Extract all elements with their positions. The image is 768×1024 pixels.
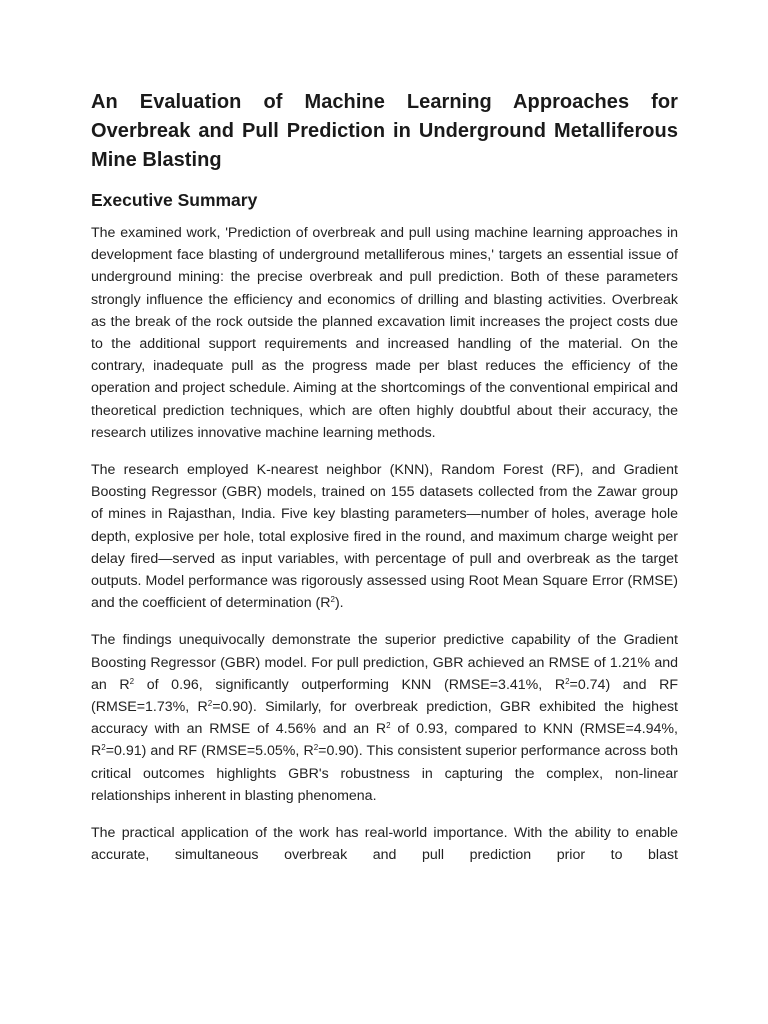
document-title: An Evaluation of Machine Learning Approaches for Overbreak and Pull Prediction in Underground Metalliferous Mine Blasting xyxy=(91,91,678,171)
paragraph: The findings unequivocally demonstrate the superior predictive capability of the Gradient Boosting Regressor (GBR) model. For pull prediction, GBR achieved an RMSE of 1.21% and an $R^2$ of 0.96, significantly outperforming KNN (RMSE=3.41%, $R^2=0.74$) and RF (RMSE=1.73%, $R^2=0.90$). Similarly, for overbreak prediction, GBR exhibited the highest accuracy with an RMSE of 4.56% and an $R^2$ of 0.93, compared to KNN (RMSE=4.94%, $R^2=0.91$) and RF (RMSE=5.05%, $R^2=0.90$). This consistent superior performance across both critical outcomes highlights GBR's robustness in capturing the complex, non-linear relationships inherent in blasting phenomena. xyxy=(91,632,678,804)
paragraph: The research employed K-nearest neighbor (KNN), Random Forest (RF), and Gradient Boosting Regressor (GBR) models, trained on 155 datasets collected from the Zawar group of mines in Rajasthan, India. Five key blasting parameters—number of holes, average hole depth, explosive per hole, total explosive fired in the round, and maximum charge weight per delay fired—served as input variables, with percentage of pull and overbreak as the target outputs. Model performance was rigorously assessed using Root Mean Square Error (RMSE) and the coefficient of determination $(R^2)$. xyxy=(91,462,678,612)
paragraph: The practical application of the work has real-world importance. With the ability to enable accurate, simultaneous overbreak and pull prediction prior to blast xyxy=(91,825,678,864)
section-heading-executive-summary: Executive Summary xyxy=(91,190,258,210)
document-page xyxy=(91,88,678,866)
paragraph: The examined work, 'Prediction of overbreak and pull using machine learning approaches in development face blasting of underground metalliferous mines,' targets an essential issue of underground mining: the precise overbreak and pull prediction. Both of these parameters strongly influence the efficiency and economics of drilling and blasting activities. Overbreak as the break of the rock outside the planned excavation limit increases the project costs due to the additional support requirements and increased handling of the material. On the contrary, inadequate pull as the progress made per blast reduces the efficiency of the operation and project schedule. Aiming at the shortcomings of the conventional empirical and theoretical prediction techniques, which are often highly doubtful about their accuracy, the research utilizes innovative machine learning methods. xyxy=(91,225,678,441)
